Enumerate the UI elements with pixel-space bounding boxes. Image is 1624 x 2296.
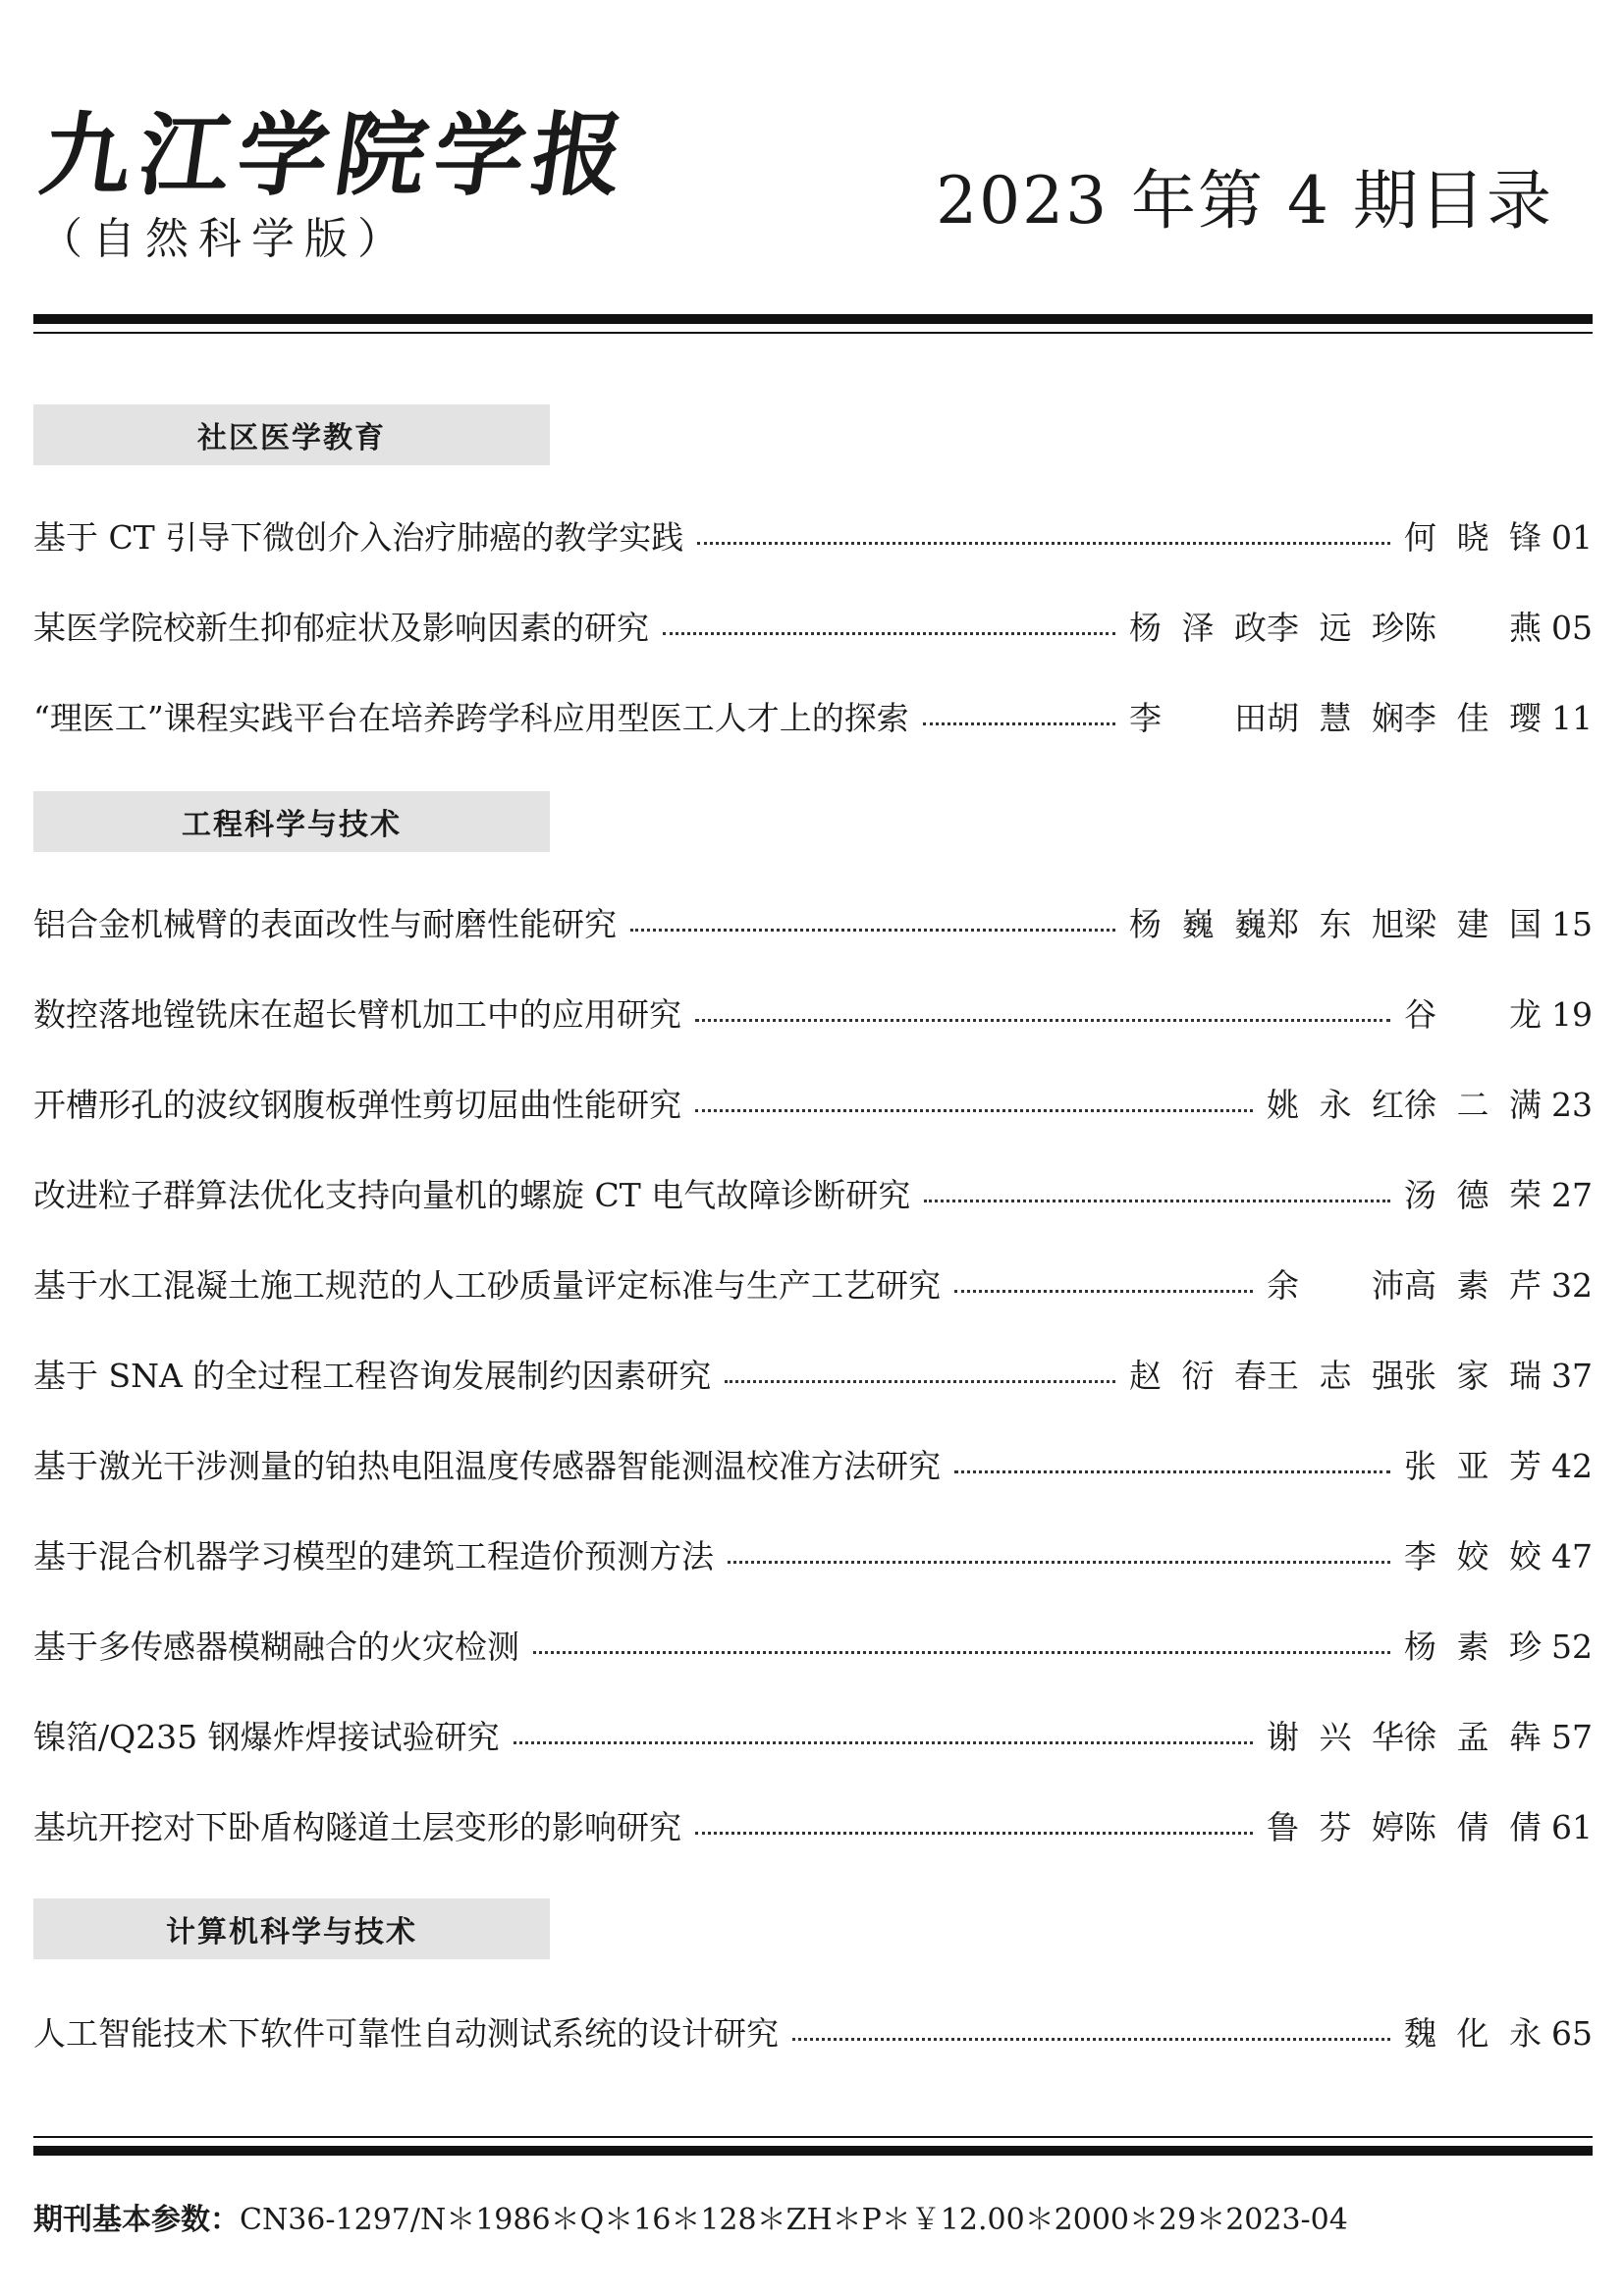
toc-page: 23 — [1551, 1086, 1593, 1124]
toc-author: 郑东旭 — [1267, 905, 1404, 943]
toc-leader — [792, 2038, 1390, 2041]
toc-page: 52 — [1551, 1628, 1593, 1666]
toc-author: 余 沛 — [1267, 1266, 1404, 1305]
toc-page: 61 — [1551, 1808, 1593, 1846]
toc-authors — [1129, 603, 1542, 649]
toc-title: 镍箔/Q235 钢爆炸焊接试验研究 — [33, 1718, 500, 1756]
bottom-rule-thin — [33, 2136, 1593, 2138]
journal-parameters-value: CN36-1297/N＊1986＊Q＊16＊128＊ZH＊P＊￥12.00＊2000＊29＊2023-04 — [240, 2203, 1348, 2237]
toc-entry[interactable] — [33, 1441, 1593, 1490]
toc-author: 陈倩倩 — [1404, 1808, 1542, 1846]
toc-authors — [1267, 1712, 1542, 1758]
toc-author: 汤德荣 — [1404, 1176, 1542, 1214]
toc-page: 05 — [1551, 609, 1593, 647]
toc-page: 32 — [1551, 1266, 1593, 1305]
toc-author: 高素芹 — [1404, 1266, 1542, 1305]
toc-authors — [1404, 1531, 1542, 1577]
toc-authors — [1404, 1441, 1542, 1487]
toc-title: 数控落地镗铣床在超长臂机加工中的应用研究 — [33, 995, 681, 1034]
toc-page: 01 — [1551, 518, 1593, 557]
toc-authors — [1404, 1622, 1542, 1668]
toc-page: 42 — [1551, 1447, 1593, 1485]
toc-leader — [630, 929, 1115, 932]
toc-page: 47 — [1551, 1537, 1593, 1575]
toc-title: 铝合金机械臂的表面改性与耐磨性能研究 — [33, 905, 617, 943]
top-rule-thick — [33, 314, 1593, 324]
masthead-subtitle: （自然科学版） — [39, 214, 410, 264]
toc-entry[interactable] — [33, 989, 1593, 1039]
toc-title: 基坑开挖对下卧盾构隧道土层变形的影响研究 — [33, 1808, 681, 1846]
section-header-computer-science: 计算机科学与技术 — [33, 1898, 550, 1959]
toc-page: 65 — [1551, 2014, 1593, 2053]
toc-leader — [954, 1470, 1390, 1473]
toc-title: 基于 CT 引导下微创介入治疗肺癌的教学实践 — [33, 518, 684, 557]
toc-author: 姚永红 — [1267, 1086, 1404, 1124]
toc-entry[interactable] — [33, 1622, 1593, 1671]
toc-authors — [1129, 899, 1542, 945]
toc-author: 张亚芳 — [1404, 1447, 1542, 1485]
toc-authors — [1129, 1351, 1542, 1397]
toc-authors — [1404, 989, 1542, 1036]
toc-authors — [1267, 1802, 1542, 1848]
toc-leader — [725, 1380, 1115, 1383]
toc-page: 19 — [1551, 995, 1593, 1034]
issue-title: 2023 年第 4 期目录 — [936, 163, 1553, 239]
toc-page: 27 — [1551, 1176, 1593, 1214]
toc-leader — [924, 1200, 1390, 1202]
top-rule-thin — [33, 332, 1593, 334]
toc-author: 徐二满 — [1404, 1086, 1542, 1124]
toc-title: 基于混合机器学习模型的建筑工程造价预测方法 — [33, 1537, 714, 1575]
toc-leader — [695, 1019, 1390, 1022]
toc-leader — [728, 1561, 1390, 1564]
toc-title: 改进粒子群算法优化支持向量机的螺旋 CT 电气故障诊断研究 — [33, 1176, 911, 1214]
toc-author: 魏化永 — [1404, 2014, 1542, 2053]
toc-title: 基于激光干涉测量的铂热电阻温度传感器智能测温校准方法研究 — [33, 1447, 941, 1485]
toc-author: 胡慧娴 — [1267, 699, 1404, 737]
toc-author: 李 田 — [1129, 699, 1267, 737]
toc-leader — [695, 1832, 1253, 1835]
toc-author: 李姣姣 — [1404, 1537, 1542, 1575]
toc-leader — [954, 1290, 1253, 1293]
toc-author: 赵衍春 — [1129, 1357, 1267, 1395]
toc-title: 开槽形孔的波纹钢腹板弹性剪切屈曲性能研究 — [33, 1086, 681, 1124]
toc-entry[interactable] — [33, 1531, 1593, 1580]
toc-authors — [1267, 1080, 1542, 1126]
toc-authors — [1404, 1170, 1542, 1216]
toc-entry[interactable] — [33, 603, 1593, 652]
toc-leader — [663, 632, 1115, 635]
toc-author: 谢兴华 — [1267, 1718, 1404, 1756]
toc-title: “理医工”课程实践平台在培养跨学科应用型医工人才上的探索 — [33, 699, 909, 737]
toc-author: 谷 龙 — [1404, 995, 1542, 1034]
toc-title: 基于多传感器模糊融合的火灾检测 — [33, 1628, 519, 1666]
toc-author: 杨巍巍 — [1129, 905, 1267, 943]
toc-entry[interactable] — [33, 1351, 1593, 1400]
toc-author: 鲁芬婷 — [1267, 1808, 1404, 1846]
toc-title: 基于 SNA 的全过程工程咨询发展制约因素研究 — [33, 1357, 712, 1395]
toc-page: 37 — [1551, 1357, 1593, 1395]
journal-parameters — [33, 2195, 1348, 2238]
section-header-community-medicine: 社区医学教育 — [33, 404, 550, 465]
toc-author: 杨泽政 — [1129, 609, 1267, 647]
masthead-title: 九江学院学报 — [33, 102, 639, 208]
toc-page: 57 — [1551, 1718, 1593, 1756]
toc-entry[interactable] — [33, 1170, 1593, 1219]
toc-author: 李佳璎 — [1404, 699, 1542, 737]
toc-author: 张家瑞 — [1404, 1357, 1542, 1395]
toc-authors — [1404, 2008, 1542, 2055]
toc-entry[interactable] — [33, 1712, 1593, 1761]
toc-page: 15 — [1551, 905, 1593, 943]
toc-entry[interactable] — [33, 1080, 1593, 1129]
bottom-rule-thick — [33, 2146, 1593, 2156]
toc-authors — [1404, 512, 1542, 559]
toc-author: 李远珍 — [1267, 609, 1404, 647]
toc-author: 徐孟犇 — [1404, 1718, 1542, 1756]
toc-entry[interactable] — [33, 1802, 1593, 1851]
toc-entry[interactable] — [33, 899, 1593, 948]
toc-author: 陈 燕 — [1404, 609, 1542, 647]
toc-author: 杨素珍 — [1404, 1628, 1542, 1666]
toc-title: 某医学院校新生抑郁症状及影响因素的研究 — [33, 609, 649, 647]
toc-leader — [695, 1109, 1253, 1112]
toc-entry[interactable] — [33, 693, 1593, 742]
journal-parameters-label: 期刊基本参数： — [33, 2203, 240, 2237]
toc-title: 人工智能技术下软件可靠性自动测试系统的设计研究 — [33, 2014, 779, 2053]
toc-authors — [1129, 693, 1542, 739]
toc-entry[interactable] — [33, 512, 1593, 561]
toc-leader — [533, 1651, 1390, 1654]
toc-leader — [923, 722, 1115, 725]
toc-authors — [1267, 1260, 1542, 1307]
toc-page: 11 — [1551, 699, 1593, 737]
toc-title: 基于水工混凝土施工规范的人工砂质量评定标准与生产工艺研究 — [33, 1266, 941, 1305]
toc-author: 梁建国 — [1404, 905, 1542, 943]
toc-entry[interactable] — [33, 2008, 1593, 2057]
section-header-engineering: 工程科学与技术 — [33, 791, 550, 852]
toc-entry[interactable] — [33, 1260, 1593, 1309]
toc-author: 何晓锋 — [1404, 518, 1542, 557]
toc-leader — [514, 1741, 1253, 1744]
toc-author: 王志强 — [1267, 1357, 1404, 1395]
toc-leader — [697, 542, 1390, 545]
